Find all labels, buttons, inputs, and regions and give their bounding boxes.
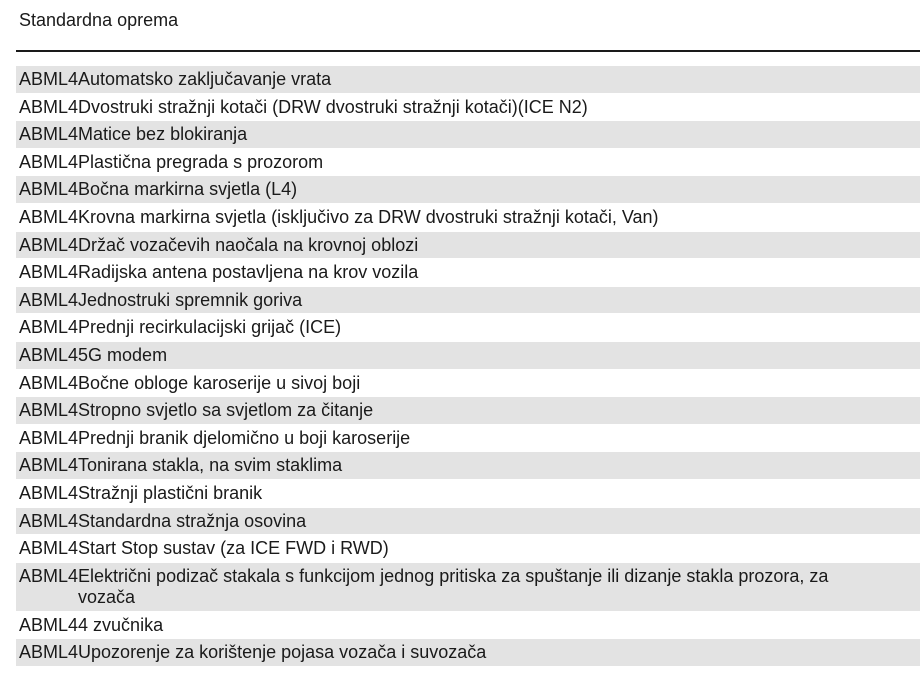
equipment-code: ABML4	[19, 317, 79, 338]
equipment-code: ABML4	[19, 372, 79, 393]
equipment-label: Standardna stražnja osovina	[78, 510, 307, 531]
equipment-label: 4 zvučnika	[78, 614, 164, 635]
equipment-code: ABML4	[19, 614, 79, 635]
equipment-label: Matice bez blokiranja	[78, 124, 248, 145]
equipment-code: ABML4	[19, 262, 79, 283]
equipment-code: ABML4	[19, 510, 79, 531]
equipment-label: Upozorenje za korištenje pojasa vozača i suvozača	[78, 642, 487, 663]
equipment-row	[16, 66, 920, 94]
section-title: Standardna oprema	[19, 10, 179, 30]
equipment-code: ABML4	[19, 234, 79, 255]
equipment-code: ABML4	[19, 124, 79, 145]
equipment-label: Stražnji plastični branik	[78, 482, 263, 503]
equipment-row	[16, 94, 920, 122]
equipment-row	[16, 259, 920, 287]
equipment-label: Plastična pregrada s prozorom	[78, 151, 324, 172]
equipment-code: ABML4	[19, 344, 79, 365]
equipment-label: Stropno svjetlo sa svjetlom za čitanje	[78, 400, 374, 421]
equipment-row	[16, 612, 920, 640]
equipment-row	[16, 176, 920, 204]
equipment-label: Dvostruki stražnji kotači (DRW dvostruki stražnji kotači)(ICE N2)	[78, 96, 588, 117]
equipment-code: ABML4	[19, 289, 79, 310]
equipment-label: Krovna markirna svjetla (isključivo za DRW dvostruki stražnji kotači, Van)	[78, 206, 659, 227]
equipment-row	[16, 397, 920, 425]
equipment-row	[16, 425, 920, 453]
equipment-code: ABML4	[19, 565, 79, 586]
equipment-code: ABML4	[19, 96, 79, 117]
equipment-code: ABML4	[19, 179, 79, 200]
equipment-list	[16, 66, 920, 667]
equipment-row	[16, 232, 920, 260]
equipment-row	[16, 535, 920, 563]
equipment-label: 5G modem	[78, 344, 168, 365]
equipment-code: ABML4	[19, 69, 79, 89]
equipment-code: ABML4	[19, 455, 79, 476]
equipment-label: Radijska antena postavljena na krov vozila	[78, 262, 419, 283]
equipment-code: ABML4	[19, 642, 79, 663]
equipment-row	[16, 508, 920, 536]
section-divider	[16, 50, 920, 52]
equipment-code: ABML4	[19, 400, 79, 421]
equipment-row	[16, 370, 920, 398]
equipment-label: Prednji recirkulacijski grijač (ICE)	[78, 317, 342, 338]
equipment-label: Tonirana stakla, na svim staklima	[78, 455, 343, 476]
equipment-row	[16, 480, 920, 508]
equipment-code: ABML4	[19, 206, 79, 227]
equipment-row	[16, 452, 920, 480]
equipment-row	[16, 563, 920, 612]
equipment-label: Automatsko zaključavanje vrata	[78, 69, 332, 89]
equipment-row	[16, 287, 920, 315]
equipment-label: Bočna markirna svjetla (L4)	[78, 179, 298, 200]
equipment-row	[16, 204, 920, 232]
equipment-code: ABML4	[19, 538, 79, 559]
equipment-label: Električni podizač stakala s funkcijom jednog pritiska za spuštanje ili dizanje stakla prozora, za vozača	[78, 565, 829, 607]
equipment-row	[16, 639, 920, 667]
equipment-label: Držač vozačevih naočala na krovnoj oblozi	[78, 234, 419, 255]
equipment-label: Start Stop sustav (za ICE FWD i RWD)	[78, 538, 389, 559]
equipment-code: ABML4	[19, 427, 79, 448]
equipment-row	[16, 121, 920, 149]
equipment-label: Jednostruki spremnik goriva	[78, 289, 303, 310]
equipment-row	[16, 314, 920, 342]
equipment-row	[16, 342, 920, 370]
equipment-row	[16, 149, 920, 177]
equipment-label: Bočne obloge karoserije u sivoj boji	[78, 372, 361, 393]
equipment-code: ABML4	[19, 482, 79, 503]
equipment-code: ABML4	[19, 151, 79, 172]
equipment-label: Prednji branik djelomično u boji karoserije	[78, 427, 411, 448]
